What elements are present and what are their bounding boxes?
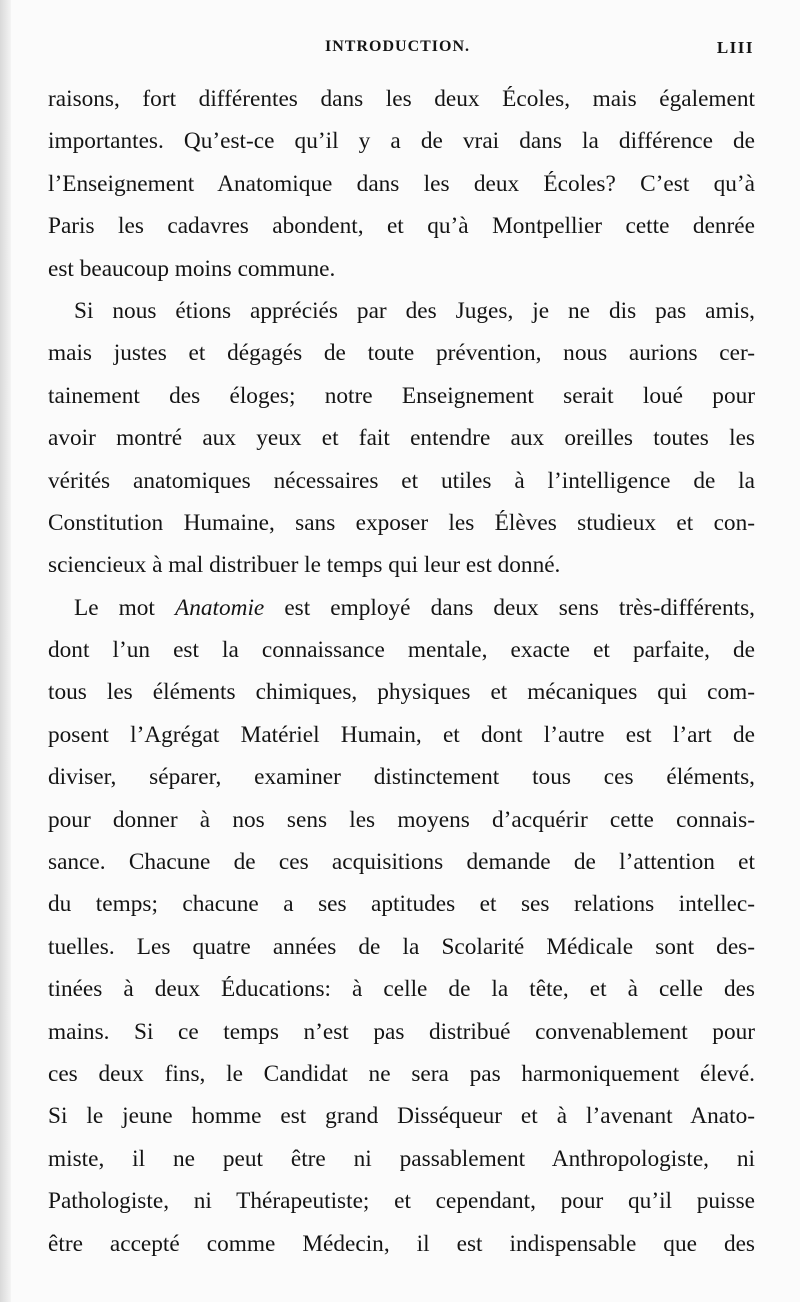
text-line: Paris les cadavres abondent, et qu’à Montpellier cette denrée [48,213,755,240]
text-line: Si le jeune homme est grand Disséqueur et à l’avenant Anato- [48,1103,755,1130]
text-line: ces deux fins, le Candidat ne sera pas harmoniquement élevé. [48,1060,755,1087]
text-line: l’Enseignement Anatomique dans les deux Écoles? C’est qu’à [48,170,755,197]
text-line: tinées à deux Éducations: à celle de la tête, et à celle des [48,976,755,1003]
text-line: être accepté comme Médecin, il est indispensable que des [48,1230,755,1257]
text-line [48,587,755,629]
text-line: Si nous étions appréciés par des Juges, je ne dis pas amis, [74,297,755,324]
text-segment: est employé dans deux sens très-différents, [264,594,755,621]
text-line: mais justes et dégagés de toute prévention, nous aurions cer- [48,340,755,367]
text-line: pour donner à nos sens les moyens d’acquérir cette connais- [48,806,755,833]
body-text [48,78,755,1265]
text-line: tainement des éloges; notre Enseignement serait loué pour [48,382,755,409]
text-line: sance. Chacune de ces acquisitions demande de l’attention et [48,849,755,876]
text-segment: Le mot [74,594,175,621]
text-line: miste, il ne peut être ni passablement Anthropologiste, ni [48,1145,755,1172]
text-line: vérités anatomiques nécessaires et utiles à l’intelligence de la [48,467,755,494]
text-line: posent l’Agrégat Matériel Humain, et dont l’autre est l’art de [48,721,755,748]
running-title: INTRODUCTION. [325,38,471,55]
text-line: tous les éléments chimiques, physiques et mécaniques qui com- [48,679,755,706]
italic-term: Anatomie [174,594,265,621]
text-line: Pathologiste, ni Thérapeutiste; et cependant, pour qu’il puisse [48,1188,755,1215]
text-line: importantes. Qu’est-ce qu’il y a de vrai dans la différence de [48,128,755,155]
page-edge-shadow [0,0,11,1302]
text-line: dont l’un est la connaissance mentale, exacte et parfaite, de [48,637,755,664]
text-line: tuelles. Les quatre années de la Scolarité Médicale sont des- [48,933,755,960]
text-line: avoir montré aux yeux et fait entendre aux oreilles toutes les [48,425,755,452]
running-header [0,38,800,60]
text-line: Constitution Humaine, sans exposer les Élèves studieux et con- [48,509,755,536]
text-line: est beaucoup moins commune. [48,255,336,282]
text-line: mains. Si ce temps n’est pas distribué convenablement pour [48,1018,755,1045]
text-line: du temps; chacune a ses aptitudes et ses relations intellec- [48,891,755,918]
text-line: sciencieux à mal distribuer le temps qui leur est donné. [48,552,561,579]
text-line: diviser, séparer, examiner distinctement tous ces éléments, [48,764,755,791]
page-number: LIII [716,38,754,57]
text-line: raisons, fort différentes dans les deux Écoles, mais également [48,86,755,112]
